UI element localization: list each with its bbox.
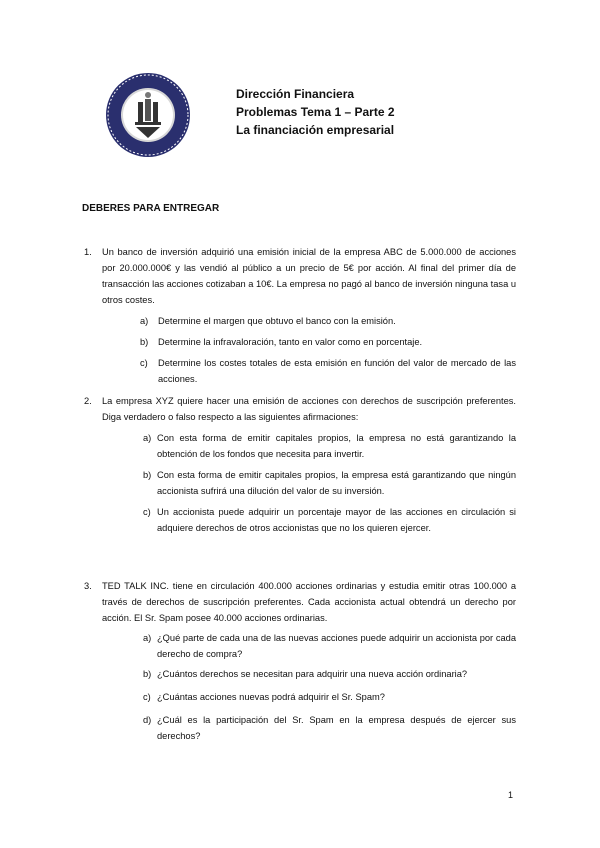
question-number: 1. [84, 247, 92, 257]
question-1 [84, 244, 516, 308]
item-label: c) [143, 692, 151, 702]
topic-title: La financiación empresarial [236, 123, 395, 137]
question-3-item-b [143, 666, 516, 682]
question-1-item-c [140, 355, 516, 387]
question-text: La empresa XYZ quiere hacer una emisión de acciones con derechos de suscripción preferentes. Diga verdadero o falso respecto a las siguientes afirmaciones: [102, 396, 516, 422]
question-3 [84, 578, 516, 626]
question-2-item-a [143, 430, 516, 462]
item-text: ¿Cuántas acciones nuevas podrá adquirir el Sr. Spam? [157, 692, 385, 702]
question-3-item-d [143, 712, 516, 744]
item-label: a) [143, 433, 152, 443]
item-text: ¿Cuántos derechos se necesitan para adquirir una nueva acción ordinaria? [157, 669, 468, 679]
item-text: ¿Qué parte de cada una de las nuevas acciones puede adquirir un accionista por cada derecho de compra? [157, 633, 516, 659]
question-text: Un banco de inversión adquirió una emisión inicial de la empresa ABC de 5.000.000 de acciones por 20.000.000€ y las vendió al público a un precio de 5€ por acción. Al final del primer día de transacción las acciones cotizaban a 10€. La empresa no pagó al banco de inversión ninguna tasa u otros costes. [102, 247, 516, 305]
item-text: Determine el margen que obtuvo el banco con la emisión. [158, 316, 396, 326]
item-label: b) [143, 470, 152, 480]
section-title: DEBERES PARA ENTREGAR [82, 203, 220, 214]
question-2 [84, 393, 516, 425]
page-number: 1 [508, 790, 514, 800]
item-label: c) [143, 507, 151, 517]
question-number: 2. [84, 396, 92, 406]
item-label: b) [140, 337, 149, 347]
question-1-item-b [140, 334, 516, 350]
item-text: Determine los costes totales de esta emisión en función del valor de mercado de las acciones. [158, 358, 516, 384]
item-text: Con esta forma de emitir capitales propios, la empresa está garantizando que ningún accionista sufrirá una dilución del valor de su inversión. [157, 470, 516, 496]
question-2-item-c [143, 504, 516, 536]
problem-set-title: Problemas Tema 1 – Parte 2 [236, 105, 395, 119]
question-2-item-b [143, 467, 516, 499]
document-header [236, 85, 395, 139]
item-label: d) [143, 715, 152, 725]
university-seal-icon [105, 72, 191, 158]
item-label: a) [140, 316, 149, 326]
item-label: b) [143, 669, 152, 679]
question-1-item-a [140, 313, 516, 329]
item-text: Con esta forma de emitir capitales propios, la empresa no está garantizando la obtención de los fondos que necesita para invertir. [157, 433, 516, 459]
question-text: TED TALK INC. tiene en circulación 400.000 acciones ordinarias y estudia emitir otras 100.000 a través de derechos de suscripción preferentes. Cada accionista actual obtendrá un derecho por acción. El Sr. Spam posee 40.000 acciones ordinarias. [102, 581, 516, 623]
question-3-item-c [143, 689, 516, 705]
item-label: c) [140, 358, 148, 368]
item-text: ¿Cuál es la participación del Sr. Spam en la empresa después de ejercer sus derechos? [157, 715, 516, 741]
item-text: Determine la infravaloración, tanto en valor como en porcentaje. [158, 337, 423, 347]
course-title: Dirección Financiera [236, 87, 355, 101]
question-3-item-a [143, 630, 516, 662]
question-number: 3. [84, 581, 92, 591]
item-text: Un accionista puede adquirir un porcentaje mayor de las acciones en circulación si adquiere derechos de otros accionistas que no los quieren ejercer. [157, 507, 516, 533]
item-label: a) [143, 633, 152, 643]
